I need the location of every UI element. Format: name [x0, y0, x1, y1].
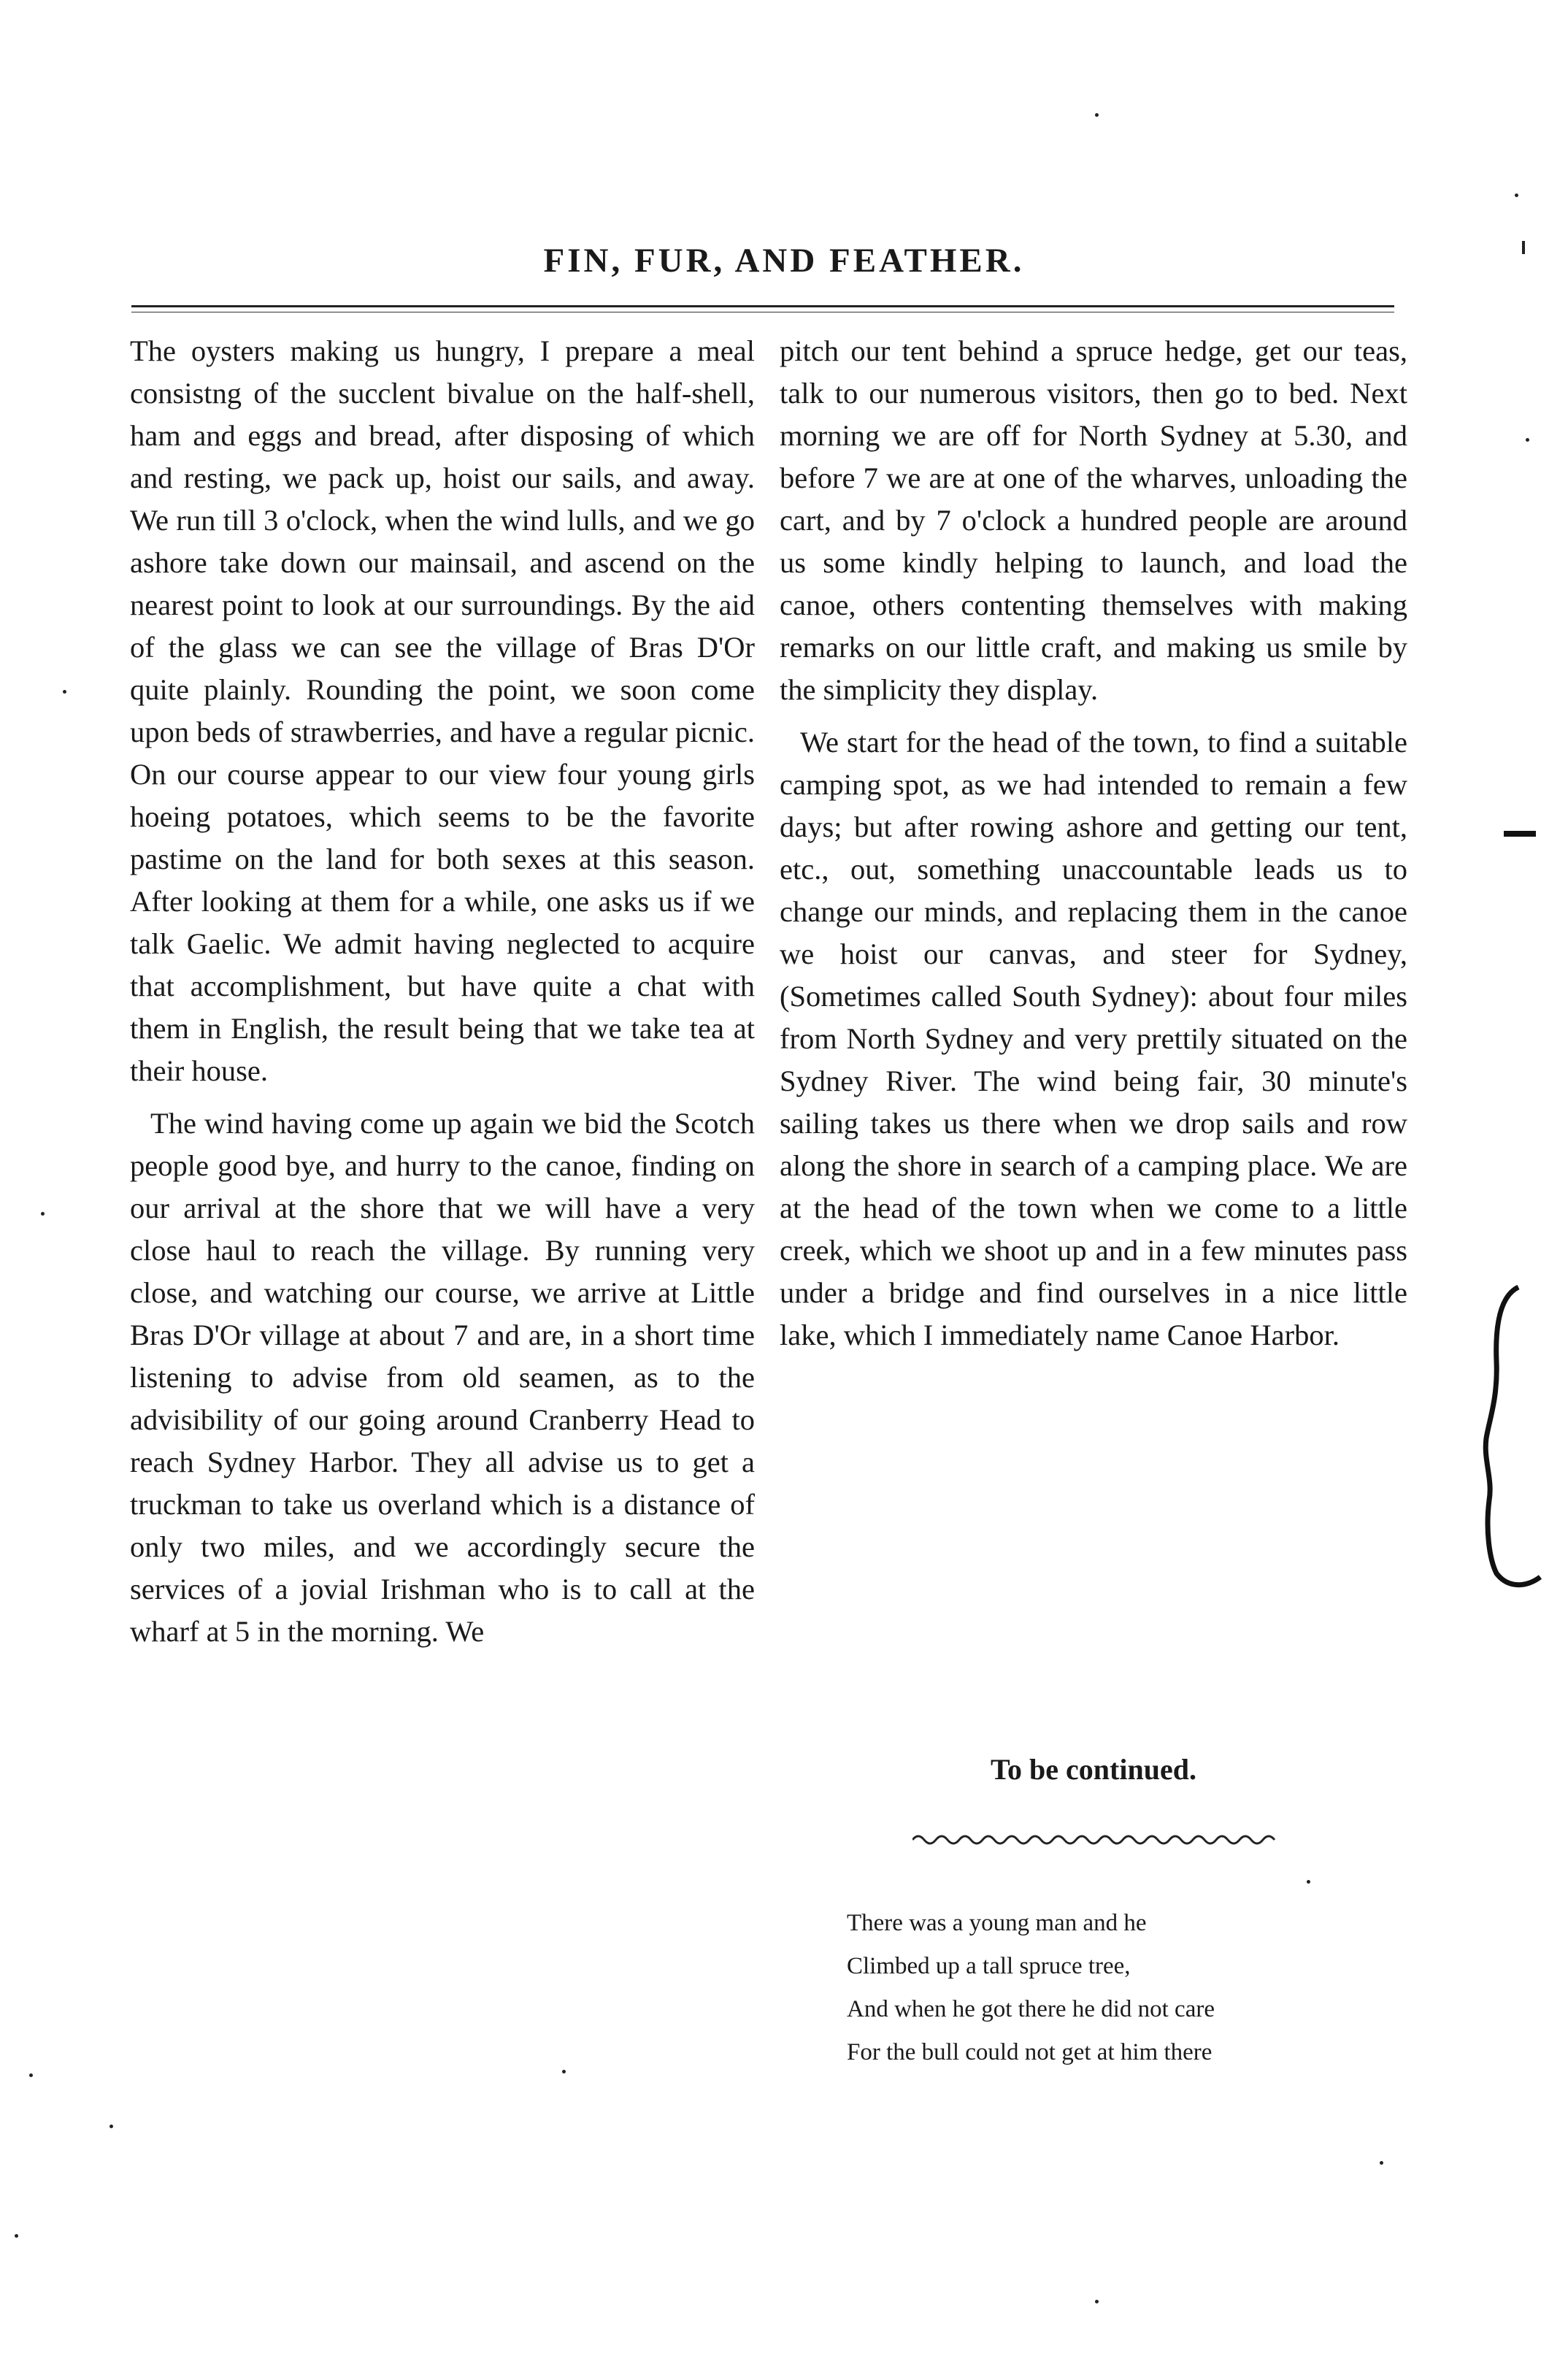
- page-title: FIN, FUR, AND FEATHER.: [543, 242, 1025, 280]
- left-column: [130, 330, 755, 1663]
- margin-bracket: [1467, 1281, 1548, 1603]
- scan-speck: [1095, 2300, 1099, 2303]
- poem-line: There was a young man and he: [847, 1910, 1147, 1936]
- margin-dash: [1504, 831, 1536, 837]
- left-paragraph-2: The wind having come up again we bid the Scotch people good bye, and hurry to the canoe, finding on our arrival at the shore that we will have a very close haul to reach the village. By running very close, and watching our course, we arrive at Little Bras D'Or village at about 7 and are, in a short time listening to advise from old seamen, as to the advisibility of our going around Cranberry Head to reach Sydney Harbor. They all advise us to get a truckman to take us overland which is a distance of only two miles, and we accordingly secure the services of a jovial Irishman who is to call at the wharf at 5 in the morning. We: [130, 1107, 755, 1648]
- right-column: [780, 330, 1407, 1367]
- wavy-divider: [912, 1829, 1277, 1851]
- left-paragraph-1: The oysters making us hungry, I prepare a meal consistng of the succlent bivalue on the half-shell, ham and eggs and bread, after disposing of which and resting, we pack up, hoist our sails, and away. We run till 3 o'clock, when the wind lulls, and we go ashore take down our mainsail, and ascend on the nearest point to look at our surroundings. By the aid of the glass we can see the village of Bras D'Or quite plainly. Rounding the point, we soon come upon beds of strawberries, and have a regular picnic. On our course appear to our view four young girls hoeing potatoes, which seems to be the favorite pastime on the land for both sexes at this season. After looking at them for a while, one asks us if we talk Gaelic. We admit having neglected to acquire that accomplishment, but have quite a chat with them in English, the result being that we take tea at their house.: [130, 334, 755, 1087]
- scan-speck: [1522, 241, 1525, 254]
- scan-speck: [63, 690, 66, 694]
- scan-speck: [41, 1212, 45, 1216]
- right-paragraph-2: We start for the head of the town, to find a suitable camping spot, as we had intended to remain a few days; but after rowing ashore and getting our tent, etc., out, something unaccountable leads us to change our minds, and replacing them in the canoe we hoist our canvas, and steer for Sydney, (Sometimes called South Sydney): about four miles from North Sydney and very prettily situated on the Sydney River. The wind being fair, 30 minute's sailing takes us there when we drop sails and row along the shore in search of a camping place. We are at the head of the town when we come to a little creek, which we shoot up and in a few minutes pass under a bridge and find ourselves in a nice little lake, which I immediately name Canoe Harbor.: [780, 726, 1407, 1351]
- scan-speck: [29, 2073, 33, 2077]
- poem-line: Climbed up a tall spruce tree,: [847, 1953, 1131, 1979]
- right-paragraph-1: pitch our tent behind a spruce hedge, get our teas, talk to our numerous visitors, then go to bed. Next morning we are off for North Sydney at 5.30, and before 7 we are at one of the wharves, unloading the cart, and by 7 o'clock a hundred people are around us some kindly helping to launch, and load the canoe, others contenting themselves with making remarks on our little craft, and making us smile by the simplicity they display.: [780, 334, 1407, 706]
- poem-line: And when he got there he did not care: [847, 1996, 1215, 2022]
- scan-speck: [15, 2234, 18, 2238]
- scan-speck: [1095, 113, 1099, 117]
- scan-speck: [1307, 1880, 1310, 1884]
- scan-speck: [562, 2070, 566, 2073]
- scan-speck: [1380, 2161, 1383, 2165]
- poem: [847, 1902, 1402, 2074]
- scan-speck: [1526, 438, 1529, 442]
- header-rule-thick: [131, 305, 1394, 307]
- poem-line: For the bull could not get at him there: [847, 2039, 1212, 2065]
- to-be-continued: To be continued.: [991, 1753, 1196, 1786]
- scan-speck: [109, 2125, 113, 2128]
- scan-speck: [1515, 193, 1518, 197]
